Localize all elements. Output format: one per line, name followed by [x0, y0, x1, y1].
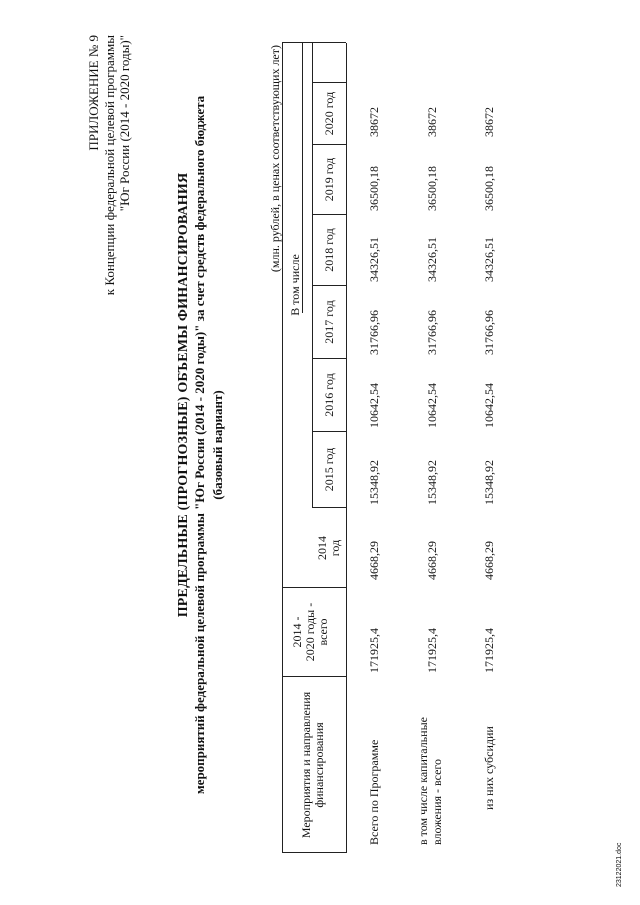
header-year-2019: 2019 год — [322, 157, 336, 202]
document-title: ПРЕДЕЛЬНЫЕ (ПРОГНОЗНЫЕ) ОБЪЕМЫ ФИНАНСИРОВАНИЯ — [176, 172, 191, 618]
value-total: 171925,4 — [425, 628, 439, 673]
header-year-2014: 2014 год — [315, 536, 342, 560]
header-year-2015: 2015 год — [322, 447, 336, 492]
header-year-2017: 2017 год — [322, 300, 336, 344]
value-2019: 36500,18 — [482, 166, 496, 211]
value-2014: 4668,29 — [482, 541, 496, 580]
value-2020: 38672 — [482, 107, 496, 137]
header-bottom-border — [346, 43, 347, 853]
row-label: из них субсидии — [482, 726, 496, 810]
annex-block — [86, 35, 133, 345]
header-total: 2014 - 2020 годы - всего — [290, 602, 330, 662]
value-2016: 10642,54 — [482, 383, 496, 428]
row-label: в том числе капитальные вложения - всего — [416, 717, 444, 845]
variant-label: (базовый вариант) — [210, 390, 225, 500]
value-2017: 31766,96 — [425, 310, 439, 355]
header-divider-including — [302, 43, 303, 313]
value-2018: 34326,51 — [367, 237, 381, 282]
value-2017: 31766,96 — [367, 310, 381, 355]
header-divider-years — [312, 43, 313, 508]
value-2015: 15348,92 — [425, 460, 439, 505]
value-2014: 4668,29 — [367, 541, 381, 580]
value-2016: 10642,54 — [425, 383, 439, 428]
table-border-top — [282, 43, 283, 853]
header-year-2020: 2020 год — [322, 91, 336, 136]
value-2014: 4668,29 — [425, 541, 439, 580]
header-year-2018: 2018 год — [322, 228, 336, 272]
value-2019: 36500,18 — [425, 166, 439, 211]
annex-program-name: "Юг России (2014 - 2020 годы)" — [117, 35, 132, 212]
annex-reference: к Концепции федеральной целевой программы — [101, 35, 117, 296]
value-2016: 10642,54 — [367, 383, 381, 428]
header-direction: Мероприятия и направления финансирования — [299, 691, 326, 839]
column-divider — [282, 587, 346, 588]
value-2020: 38672 — [367, 107, 381, 137]
table-border-left — [282, 852, 346, 853]
value-2015: 15348,92 — [482, 460, 496, 505]
units-note: (млн. рублей, в ценах соответствующих лет) — [268, 45, 282, 273]
table-border-right — [282, 42, 346, 43]
value-total: 171925,4 — [367, 628, 381, 673]
column-divider — [312, 507, 346, 508]
column-divider — [282, 676, 346, 677]
file-name-footer: 23122021.doc — [616, 842, 623, 887]
value-total: 171925,4 — [482, 628, 496, 673]
annex-number: ПРИЛОЖЕНИЕ № 9 — [86, 35, 101, 151]
value-2017: 31766,96 — [482, 310, 496, 355]
header-year-2016: 2016 год — [322, 373, 336, 417]
row-label: Всего по Программе — [367, 739, 381, 845]
value-2018: 34326,51 — [482, 237, 496, 282]
value-2019: 36500,18 — [367, 166, 381, 211]
value-2018: 34326,51 — [425, 237, 439, 282]
value-2020: 38672 — [425, 107, 439, 137]
value-2015: 15348,92 — [367, 460, 381, 505]
document-subtitle: мероприятий федеральной целевой программы "Юг России (2014 - 2020 годы)" за счет средств федерального бюджета — [192, 95, 207, 795]
header-including: В том числе — [288, 254, 302, 316]
